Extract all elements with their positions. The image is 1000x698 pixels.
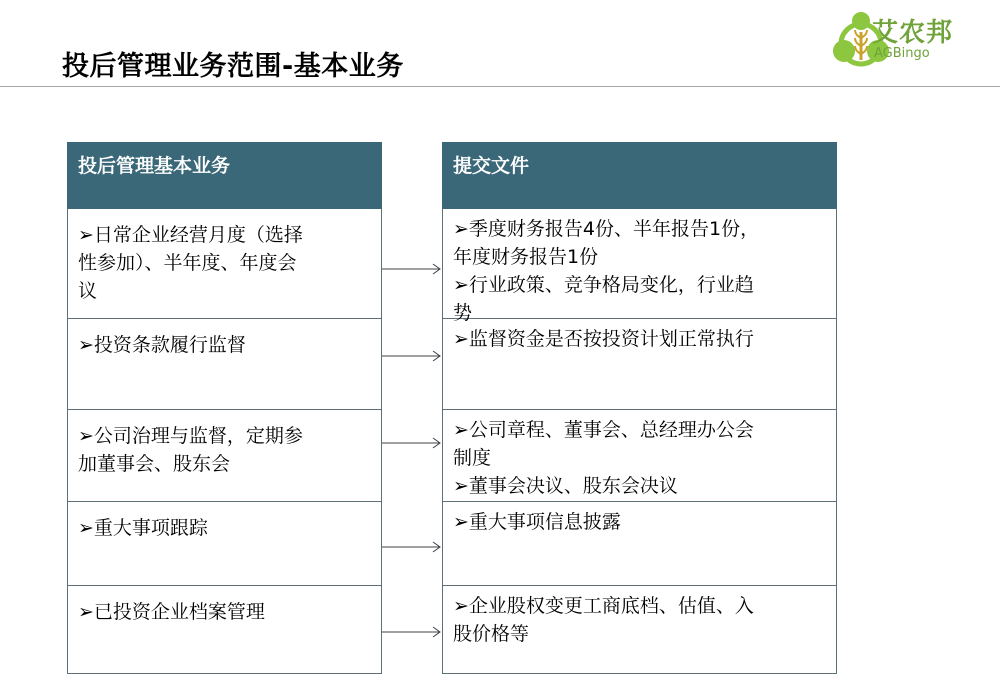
arrow-right-icon xyxy=(382,541,442,553)
logo-subtitle: AGBingo xyxy=(874,46,930,61)
basic-business-row: ➢已投资企业档案管理 xyxy=(67,586,382,674)
submitted-documents-header: 提交文件 xyxy=(442,142,837,209)
submitted-documents-row: ➢公司章程、董事会、总经理办公会 制度 ➢董事会决议、股东会决议 xyxy=(442,410,837,502)
basic-business-row: ➢重大事项跟踪 xyxy=(67,502,382,586)
arrow-right-icon xyxy=(382,263,442,275)
submitted-documents-row: ➢重大事项信息披露 xyxy=(442,502,837,586)
basic-business-table xyxy=(67,142,382,674)
submitted-documents-row: ➢季度财务报告4份、半年报告1份， 年度财务报告1份 ➢行业政策、竞争格局变化，行业趋 势 xyxy=(442,209,837,319)
page-title: 投后管理业务范围-基本业务 xyxy=(62,51,404,82)
arrow-right-icon xyxy=(382,350,442,362)
arrow-right-icon xyxy=(382,437,442,449)
submitted-documents-table xyxy=(442,142,837,674)
arrow-right-icon xyxy=(382,626,442,638)
basic-business-header: 投后管理基本业务 xyxy=(67,142,382,209)
submitted-documents-row: ➢监督资金是否按投资计划正常执行 xyxy=(442,319,837,410)
basic-business-row: ➢日常企业经营月度（选择 性参加）、半年度、年度会 议 xyxy=(67,209,382,319)
basic-business-row: ➢公司治理与监督，定期参 加董事会、股东会 xyxy=(67,410,382,502)
basic-business-row: ➢投资条款履行监督 xyxy=(67,319,382,410)
title-divider xyxy=(0,86,1000,87)
logo-name: 艾农邦 xyxy=(872,18,954,48)
submitted-documents-row: ➢企业股权变更工商底档、估值、入 股价格等 xyxy=(442,586,837,674)
